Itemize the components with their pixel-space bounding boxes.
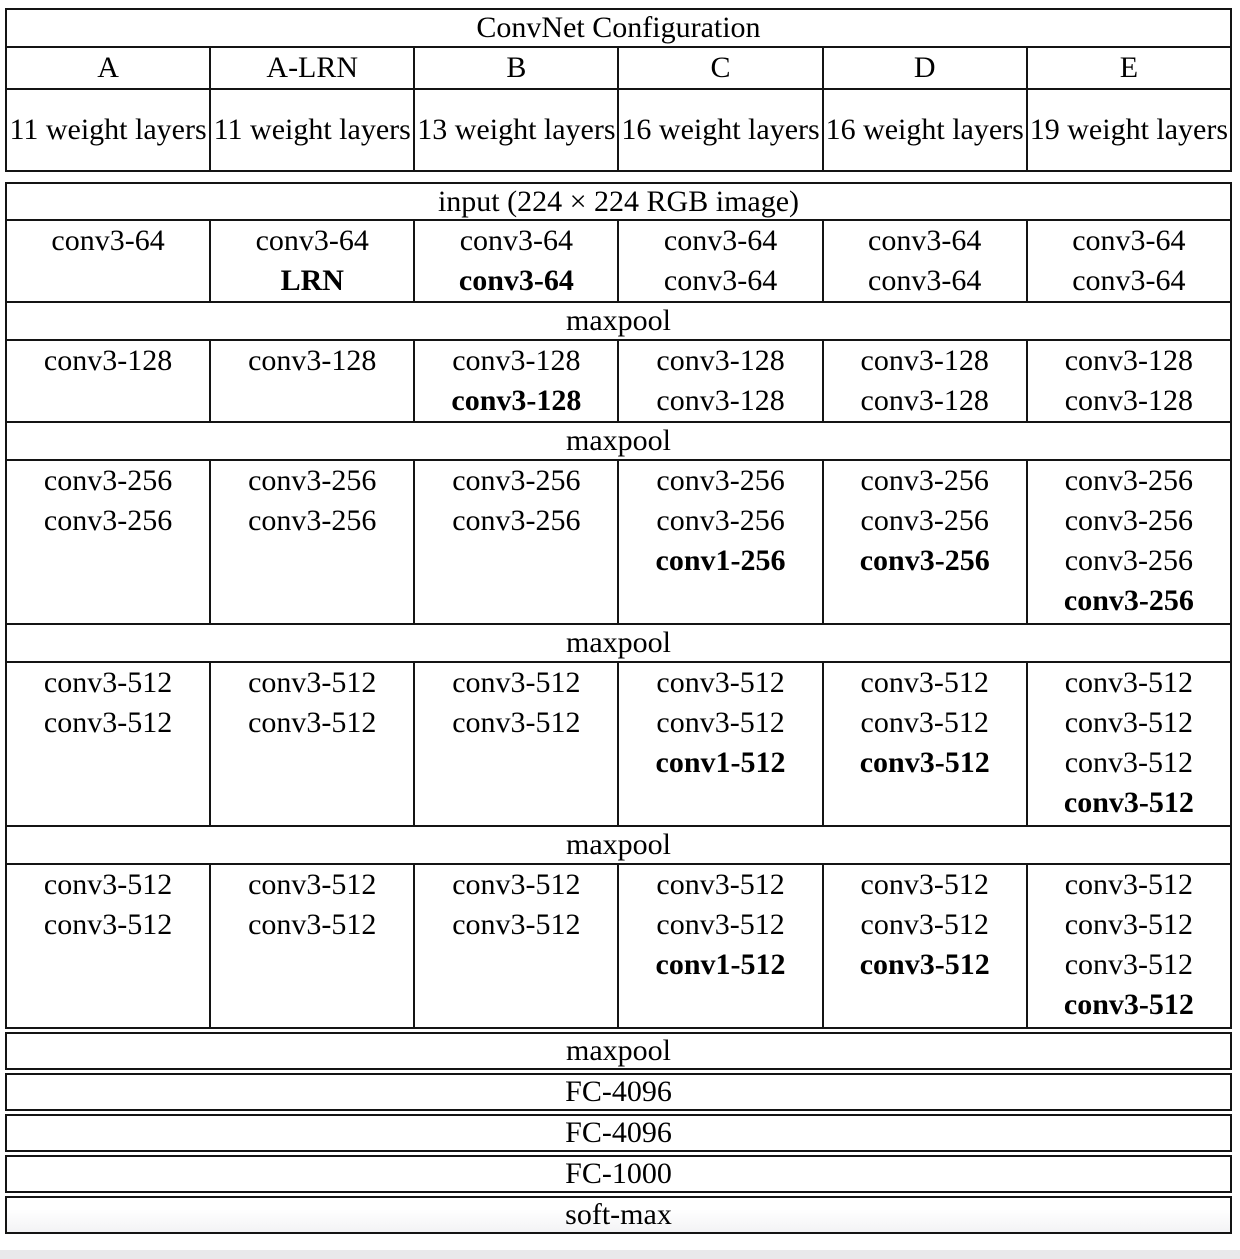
layer-entry: conv3-128 xyxy=(860,344,989,377)
layer-entry: conv3-512 xyxy=(860,706,989,739)
maxpool-cell: maxpool xyxy=(6,422,1231,460)
cell-E-stage-2 xyxy=(1027,340,1231,422)
layer-entry: conv1-512 xyxy=(655,948,786,981)
cell-A-stage-5 xyxy=(6,864,210,1028)
config-name-E: E xyxy=(1027,47,1231,89)
layer-entry: conv3-512 xyxy=(860,908,989,941)
input-row xyxy=(6,183,1231,220)
depth-row xyxy=(6,89,1231,171)
maxpool-row-2 xyxy=(6,422,1231,460)
layer-entry: conv3-512 xyxy=(1064,666,1194,699)
depth-D: 16 weight layers xyxy=(823,89,1027,171)
cell-A-LRN-stage-3 xyxy=(210,460,414,624)
cell-B-stage-3 xyxy=(414,460,618,624)
layer-entry: conv3-128 xyxy=(248,344,377,377)
cell-A-LRN-stage-5 xyxy=(210,864,414,1028)
layer-entry: conv3-512 xyxy=(1064,948,1194,981)
layer-entry: conv3-256 xyxy=(43,464,173,497)
layer-entry: conv3-512 xyxy=(43,868,173,901)
cell-A-LRN-stage-2 xyxy=(210,340,414,422)
table-title: ConvNet Configuration xyxy=(6,9,1231,47)
depth-B: 13 weight layers xyxy=(414,89,618,171)
conv-stage-5-row xyxy=(6,864,1231,1028)
layer-entry: conv3-64 xyxy=(868,224,982,257)
cell-D-stage-4 xyxy=(823,662,1027,826)
layer-entry: conv3-512 xyxy=(43,666,173,699)
layer-entry: conv3-64 xyxy=(458,264,574,297)
maxpool-row-4 xyxy=(6,826,1231,864)
config-name-A-LRN: A-LRN xyxy=(210,47,414,89)
layer-entry: conv3-512 xyxy=(859,746,990,779)
cell-A-stage-2 xyxy=(6,340,210,422)
layer-entry: conv3-256 xyxy=(1064,464,1194,497)
layer-entry: conv3-512 xyxy=(452,908,581,941)
maxpool-row-5: maxpool xyxy=(5,1032,1232,1070)
layer-entry: conv3-256 xyxy=(656,504,785,537)
config-name-C: C xyxy=(618,47,822,89)
layer-entry: LRN xyxy=(280,264,344,297)
layer-entry: conv3-256 xyxy=(859,544,990,577)
layer-entry: conv3-512 xyxy=(43,706,173,739)
fc-1000-row: FC-1000 xyxy=(5,1155,1232,1193)
fc-4096-row-2: FC-4096 xyxy=(5,1114,1232,1152)
convnet-config-body-table xyxy=(5,182,1232,1029)
cell-A-stage-1 xyxy=(6,220,210,302)
cell-A-LRN-stage-1 xyxy=(210,220,414,302)
layer-entry: conv3-512 xyxy=(1064,868,1194,901)
layer-entry: conv3-512 xyxy=(248,868,377,901)
cell-B-stage-5 xyxy=(414,864,618,1028)
layer-entry: conv3-128 xyxy=(656,384,785,417)
layer-entry: conv3-256 xyxy=(656,464,785,497)
conv-stage-1-row xyxy=(6,220,1231,302)
cell-A-stage-4 xyxy=(6,662,210,826)
layer-entry: conv3-256 xyxy=(1064,544,1194,577)
conv-stage-2-row xyxy=(6,340,1231,422)
layer-entry: conv3-128 xyxy=(656,344,785,377)
softmax-row: soft-max xyxy=(5,1196,1232,1234)
layer-entry: conv3-512 xyxy=(1064,908,1194,941)
cell-C-stage-2 xyxy=(618,340,822,422)
layer-entry: conv3-64 xyxy=(1072,264,1186,297)
layer-entry: conv3-256 xyxy=(860,464,989,497)
config-name-A: A xyxy=(6,47,210,89)
layer-entry: conv3-256 xyxy=(452,464,581,497)
depth-E: 19 weight layers xyxy=(1027,89,1231,171)
layer-entry: conv3-512 xyxy=(656,868,785,901)
layer-entry: conv1-256 xyxy=(655,544,786,577)
layer-entry: conv3-512 xyxy=(656,706,785,739)
input-cell: input (224 × 224 RGB image) xyxy=(6,183,1231,220)
layer-entry: conv3-64 xyxy=(1072,224,1186,257)
depth-A-LRN: 11 weight layers xyxy=(210,89,414,171)
conv-stage-4-row xyxy=(6,662,1231,826)
cell-D-stage-3 xyxy=(823,460,1027,624)
layer-entry: conv3-128 xyxy=(452,344,581,377)
layer-entry: conv3-512 xyxy=(1064,706,1194,739)
conv-stage-5 xyxy=(6,864,1231,1028)
config-letters-row xyxy=(6,47,1231,89)
layer-entry: conv3-64 xyxy=(663,224,778,257)
cell-A-LRN-stage-4 xyxy=(210,662,414,826)
maxpool-row-3 xyxy=(6,624,1231,662)
layer-entry: conv3-64 xyxy=(51,224,165,257)
cell-C-stage-1 xyxy=(618,220,822,302)
title-row xyxy=(6,9,1231,47)
layer-entry: conv3-512 xyxy=(1063,988,1194,1021)
layer-entry: conv3-512 xyxy=(248,706,377,739)
layer-entry: conv3-256 xyxy=(248,464,377,497)
cell-D-stage-2 xyxy=(823,340,1027,422)
layer-entry: conv3-64 xyxy=(255,224,369,257)
conv-stage-3 xyxy=(6,460,1231,624)
fc-4096-row-1: FC-4096 xyxy=(5,1073,1232,1111)
layer-entry: conv3-256 xyxy=(860,504,989,537)
cell-D-stage-5 xyxy=(823,864,1027,1028)
layer-entry: conv3-512 xyxy=(1063,786,1194,819)
layer-entry: conv3-512 xyxy=(452,706,581,739)
layer-entry: conv3-512 xyxy=(248,908,377,941)
maxpool-cell: maxpool xyxy=(6,624,1231,662)
layer-entry: conv3-128 xyxy=(1064,384,1194,417)
depth-C: 16 weight layers xyxy=(618,89,822,171)
layer-entry: conv3-64 xyxy=(459,224,574,257)
cell-E-stage-5 xyxy=(1027,864,1231,1028)
layer-entry: conv3-512 xyxy=(860,868,989,901)
layer-entry: conv3-512 xyxy=(1064,746,1194,779)
layer-entry: conv3-64 xyxy=(868,264,982,297)
cell-B-stage-1 xyxy=(414,220,618,302)
layer-entry: conv3-512 xyxy=(860,666,989,699)
depth-A: 11 weight layers xyxy=(6,89,210,171)
layer-entry: conv3-512 xyxy=(859,948,990,981)
conv-stage-4 xyxy=(6,662,1231,826)
maxpool-cell: maxpool xyxy=(6,302,1231,340)
page-edge-shadow xyxy=(0,1250,1240,1259)
cell-A-stage-3 xyxy=(6,460,210,624)
layer-entry: conv3-512 xyxy=(656,908,785,941)
layer-entry: conv1-512 xyxy=(655,746,786,779)
conv-stage-1 xyxy=(6,220,1231,302)
config-name-B: B xyxy=(414,47,618,89)
layer-entry: conv3-512 xyxy=(43,908,173,941)
config-name-D: D xyxy=(823,47,1027,89)
layer-entry: conv3-256 xyxy=(452,504,581,537)
layer-entry: conv3-128 xyxy=(1064,344,1194,377)
cell-C-stage-4 xyxy=(618,662,822,826)
layer-entry: conv3-512 xyxy=(452,868,581,901)
cell-C-stage-3 xyxy=(618,460,822,624)
layer-entry: conv3-128 xyxy=(43,344,173,377)
layer-entry: conv3-512 xyxy=(656,666,785,699)
conv-stage-3-row xyxy=(6,460,1231,624)
layer-entry: conv3-128 xyxy=(451,384,582,417)
layer-entry: conv3-512 xyxy=(452,666,581,699)
maxpool-row-1 xyxy=(6,302,1231,340)
layer-entry: conv3-256 xyxy=(248,504,377,537)
cell-B-stage-2 xyxy=(414,340,618,422)
convnet-config-header-table xyxy=(5,8,1232,172)
cell-E-stage-4 xyxy=(1027,662,1231,826)
layer-entry: conv3-256 xyxy=(43,504,173,537)
layer-entry: conv3-256 xyxy=(1064,504,1194,537)
maxpool-cell: maxpool xyxy=(6,826,1231,864)
cell-D-stage-1 xyxy=(823,220,1027,302)
cell-B-stage-4 xyxy=(414,662,618,826)
cell-C-stage-5 xyxy=(618,864,822,1028)
conv-stage-2 xyxy=(6,340,1231,422)
layer-entry: conv3-64 xyxy=(663,264,778,297)
cell-E-stage-1 xyxy=(1027,220,1231,302)
cell-E-stage-3 xyxy=(1027,460,1231,624)
layer-entry: conv3-256 xyxy=(1063,584,1194,617)
layer-entry: conv3-128 xyxy=(860,384,989,417)
layer-entry: conv3-512 xyxy=(248,666,377,699)
